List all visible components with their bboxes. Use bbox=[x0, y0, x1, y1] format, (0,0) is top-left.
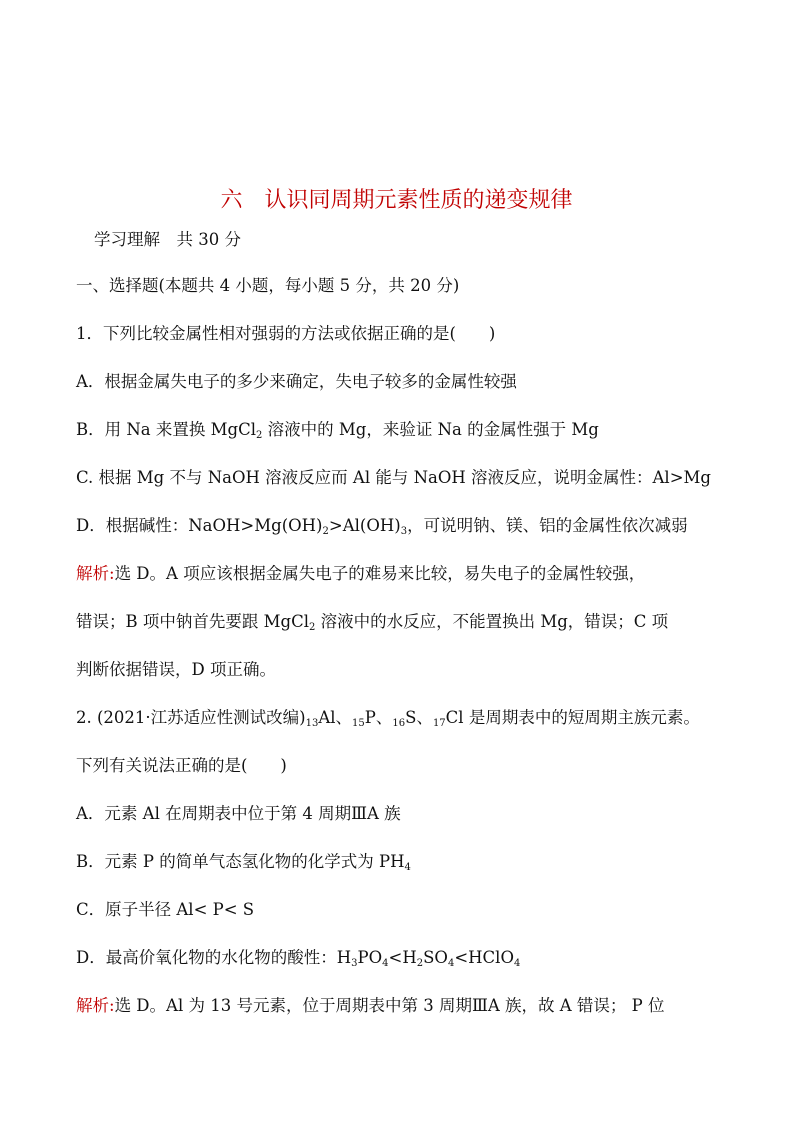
q1-option-d: D．根据碱性：$NaOH>Mg(OH)_2>Al(OH)_3$，可说明钠、镁、铝的金属性依次减弱 bbox=[76, 516, 688, 537]
part-heading: 一、选择题(本题共 4 小题，每小题 5 分，共 20 分) bbox=[76, 276, 460, 295]
analysis-label: 解析: bbox=[76, 996, 115, 1015]
q2-stem: 2. (2021·江苏适应性测试改编)13Al、15P、16S、17Cl 是周期表中的短周期主族元素。 bbox=[76, 708, 700, 729]
q2-option-d: D．最高价氧化物的水化物的酸性：$H_3PO_4<H_2SO_4<HClO_4$ bbox=[76, 948, 521, 969]
q1-option-c: C. 根据 Mg 不与 NaOH 溶液反应而 Al 能与 NaOH 溶液反应，说明金属性：Al>Mg bbox=[76, 468, 711, 487]
q1-analysis-line3: 判断依据错误，D 项正确。 bbox=[76, 660, 276, 679]
q1-analysis-line2: 错误；B 项中钠首先要跟 MgCl$_2$ 溶液中的水反应，不能置换出 Mg，错误；C 项 bbox=[76, 612, 669, 633]
q2-stem-line2: 下列有关说法正确的是( ) bbox=[76, 756, 287, 775]
q1-option-b: B．用 Na 来置换 MgCl$_2$ 溶液中的 Mg，来验证 Na 的金属性强于 Mg bbox=[76, 420, 599, 441]
q2-option-a: A．元素 Al 在周期表中位于第 4 周期ⅢA 族 bbox=[76, 804, 401, 823]
q1-analysis: 解析:选 D。A 项应该根据金属失电子的难易来比较，易失电子的金属性较强， bbox=[76, 564, 646, 583]
q2-option-c: C．原子半径 Al< P< S bbox=[76, 900, 255, 919]
q2-option-b: B．元素 P 的简单气态氢化物的化学式为 $PH_4$ bbox=[76, 852, 411, 873]
q1-option-a: A．根据金属失电子的多少来确定，失电子较多的金属性较强 bbox=[76, 372, 517, 391]
analysis-label: 解析: bbox=[76, 564, 115, 583]
q2-analysis: 解析:选 D。Al 为 13 号元素，位于周期表中第 3 周期ⅢA 族，故 A 错误； P 位 bbox=[76, 996, 665, 1015]
page-title: 六 认识同周期元素性质的递变规律 bbox=[220, 188, 573, 213]
section-heading: 学习理解 共 30 分 bbox=[94, 230, 241, 249]
q1-stem: 1．下列比较金属性相对强弱的方法或依据正确的是( ) bbox=[76, 324, 496, 343]
